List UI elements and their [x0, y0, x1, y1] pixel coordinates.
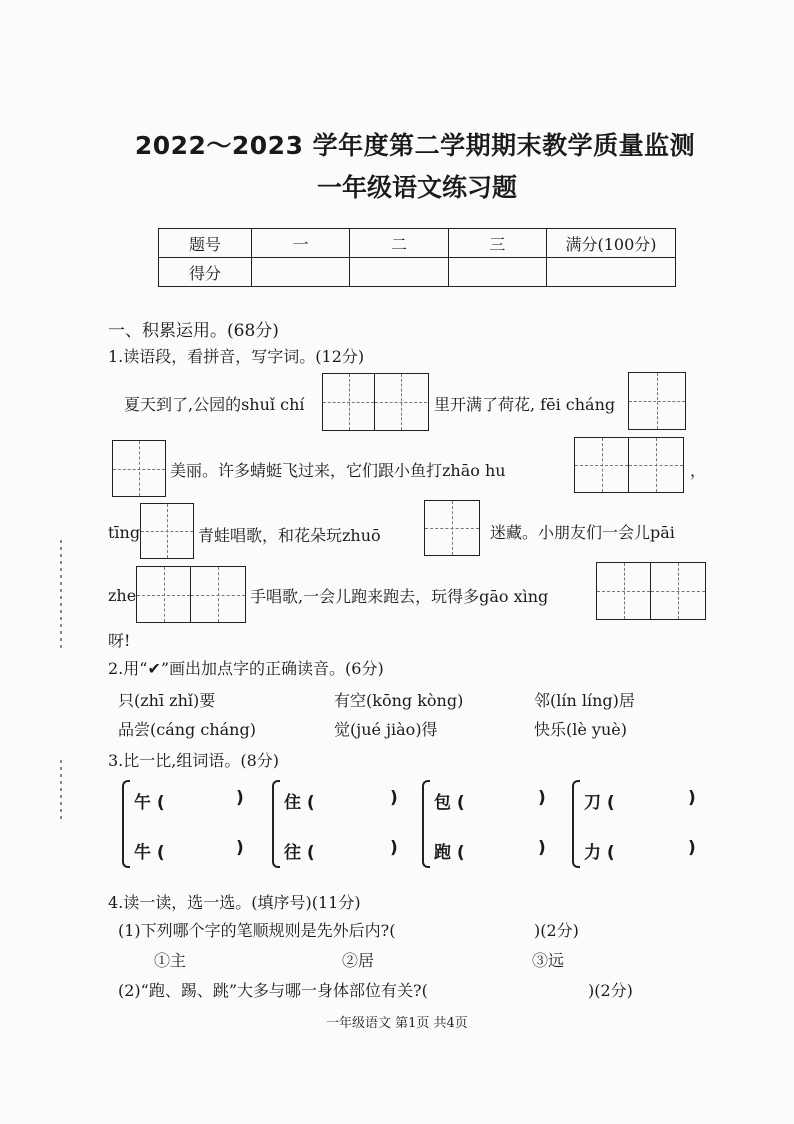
question-2-heading: 2.用“✔”画出加点字的正确读音。(6分) [108, 659, 384, 678]
sub-question-1: (1)下列哪个字的笔顺规则是先外后内?( [118, 921, 396, 940]
option-item[interactable]: ③远 [532, 951, 565, 970]
exam-title: 2022～2023 学年度第二学期期末教学质量监测 [134, 131, 696, 160]
grid-cell[interactable] [113, 441, 165, 496]
word-group-item[interactable]: 牛 ( [134, 843, 165, 863]
score-table [158, 228, 676, 287]
option-item[interactable]: ①主 [154, 951, 187, 970]
word-group-item[interactable]: 刀 ( [584, 793, 615, 813]
word-group-item[interactable]: 住 ( [284, 793, 315, 813]
table-cell: 满分(100分) [547, 229, 676, 258]
question-4-heading: 4.读一读，选一选。(填序号)(11分) [108, 893, 361, 912]
word-group-item[interactable]: 往 ( [284, 843, 315, 863]
word-group-item[interactable]: 跑 ( [434, 843, 465, 863]
close-paren: ) [390, 838, 398, 858]
pinyin-choice-item[interactable]: 觉(jué jiào)得 [334, 720, 438, 739]
table-cell: 一 [252, 229, 350, 258]
word-group-item[interactable]: 午 ( [134, 793, 165, 813]
close-paren: ) [390, 788, 398, 808]
grid-cell[interactable] [323, 374, 375, 430]
table-cell: 三 [448, 229, 546, 258]
score-table-score-row [159, 258, 676, 287]
close-paren: ) [688, 788, 696, 808]
score-input-cell[interactable] [350, 258, 448, 287]
answer-grid-gaoxing[interactable] [596, 562, 706, 620]
passage-text: 夏天到了,公园的shuǐ chí [124, 395, 305, 414]
grid-cell[interactable] [597, 563, 651, 619]
pinyin-choice-item[interactable]: 邻(lín líng)居 [534, 691, 635, 710]
score-input-cell[interactable] [252, 258, 350, 287]
score-table-header-row [159, 229, 676, 258]
brace-icon [572, 780, 580, 868]
sub-question-2: (2)“跑、踢、跳”大多与哪一身体部位有关?( [118, 981, 428, 1000]
binding-margin-dashes [60, 540, 62, 650]
grid-cell[interactable] [629, 373, 685, 429]
option-item[interactable]: ②居 [342, 951, 375, 970]
grid-cell[interactable] [141, 504, 193, 558]
passage-text: 美丽。许多蜻蜓飞过来，它们跟小鱼打zhāo hu [170, 461, 506, 480]
answer-grid-paizhe[interactable] [136, 566, 246, 623]
passage-text: 青蛙唱歌，和花朵玩zhuō [198, 526, 381, 545]
grid-cell[interactable] [375, 374, 427, 430]
section-heading: 一、积累运用。(68分) [108, 321, 279, 341]
grid-cell[interactable] [629, 438, 683, 492]
grid-cell[interactable] [191, 567, 245, 622]
passage-text: 迷藏。小朋友们一会儿pāi [490, 523, 675, 542]
brace-icon [272, 780, 280, 868]
answer-grid-zhuo[interactable] [424, 500, 480, 556]
table-cell: 得分 [159, 258, 252, 287]
score-input-cell[interactable] [547, 258, 676, 287]
passage-text: ， [690, 461, 707, 480]
pinyin-choice-item[interactable]: 只(zhī zhǐ)要 [118, 691, 216, 710]
answer-grid-zhaohu[interactable] [574, 437, 684, 493]
sub-question-2-score: )(2分) [588, 981, 633, 1000]
page-footer: 一年级语文 第1页 共4页 [326, 1016, 468, 1031]
passage-text: 手唱歌,一会儿跑来跑去，玩得多gāo xìng [250, 587, 549, 606]
brace-icon [422, 780, 430, 868]
brace-icon [122, 780, 130, 868]
answer-grid-shuichi[interactable] [322, 373, 429, 431]
passage-text: zhe [108, 586, 137, 605]
table-cell: 题号 [159, 229, 252, 258]
answer-grid-feichang-1[interactable] [628, 372, 686, 430]
table-cell: 二 [350, 229, 448, 258]
pinyin-choice-item[interactable]: 品尝(cáng cháng) [118, 720, 256, 739]
close-paren: ) [538, 788, 546, 808]
binding-margin-dashes-lower [60, 760, 62, 820]
word-group-item[interactable]: 包 ( [434, 793, 465, 813]
grid-cell[interactable] [425, 501, 479, 555]
question-3-heading: 3.比一比,组词语。(8分) [108, 751, 280, 770]
grid-cell[interactable] [651, 563, 705, 619]
answer-grid-feichang-2[interactable] [112, 440, 166, 497]
exam-subtitle: 一年级语文练习题 [316, 173, 517, 202]
close-paren: ) [688, 838, 696, 858]
answer-grid-ting[interactable] [140, 503, 194, 559]
passage-text: 里开满了荷花, fēi cháng [434, 395, 616, 414]
grid-cell[interactable] [137, 567, 191, 622]
pinyin-choice-item[interactable]: 快乐(lè yuè) [534, 720, 627, 739]
close-paren: ) [236, 788, 244, 808]
sub-question-1-score: )(2分) [534, 921, 579, 940]
passage-text: 呀! [108, 631, 131, 650]
close-paren: ) [538, 838, 546, 858]
score-input-cell[interactable] [448, 258, 546, 287]
word-group-item[interactable]: 力 ( [584, 843, 615, 863]
question-1-heading: 1.读语段，看拼音，写字词。(12分) [108, 347, 365, 366]
passage-text: tīng [108, 523, 141, 542]
pinyin-choice-item[interactable]: 有空(kōng kòng) [334, 691, 464, 710]
grid-cell[interactable] [575, 438, 629, 492]
close-paren: ) [236, 838, 244, 858]
